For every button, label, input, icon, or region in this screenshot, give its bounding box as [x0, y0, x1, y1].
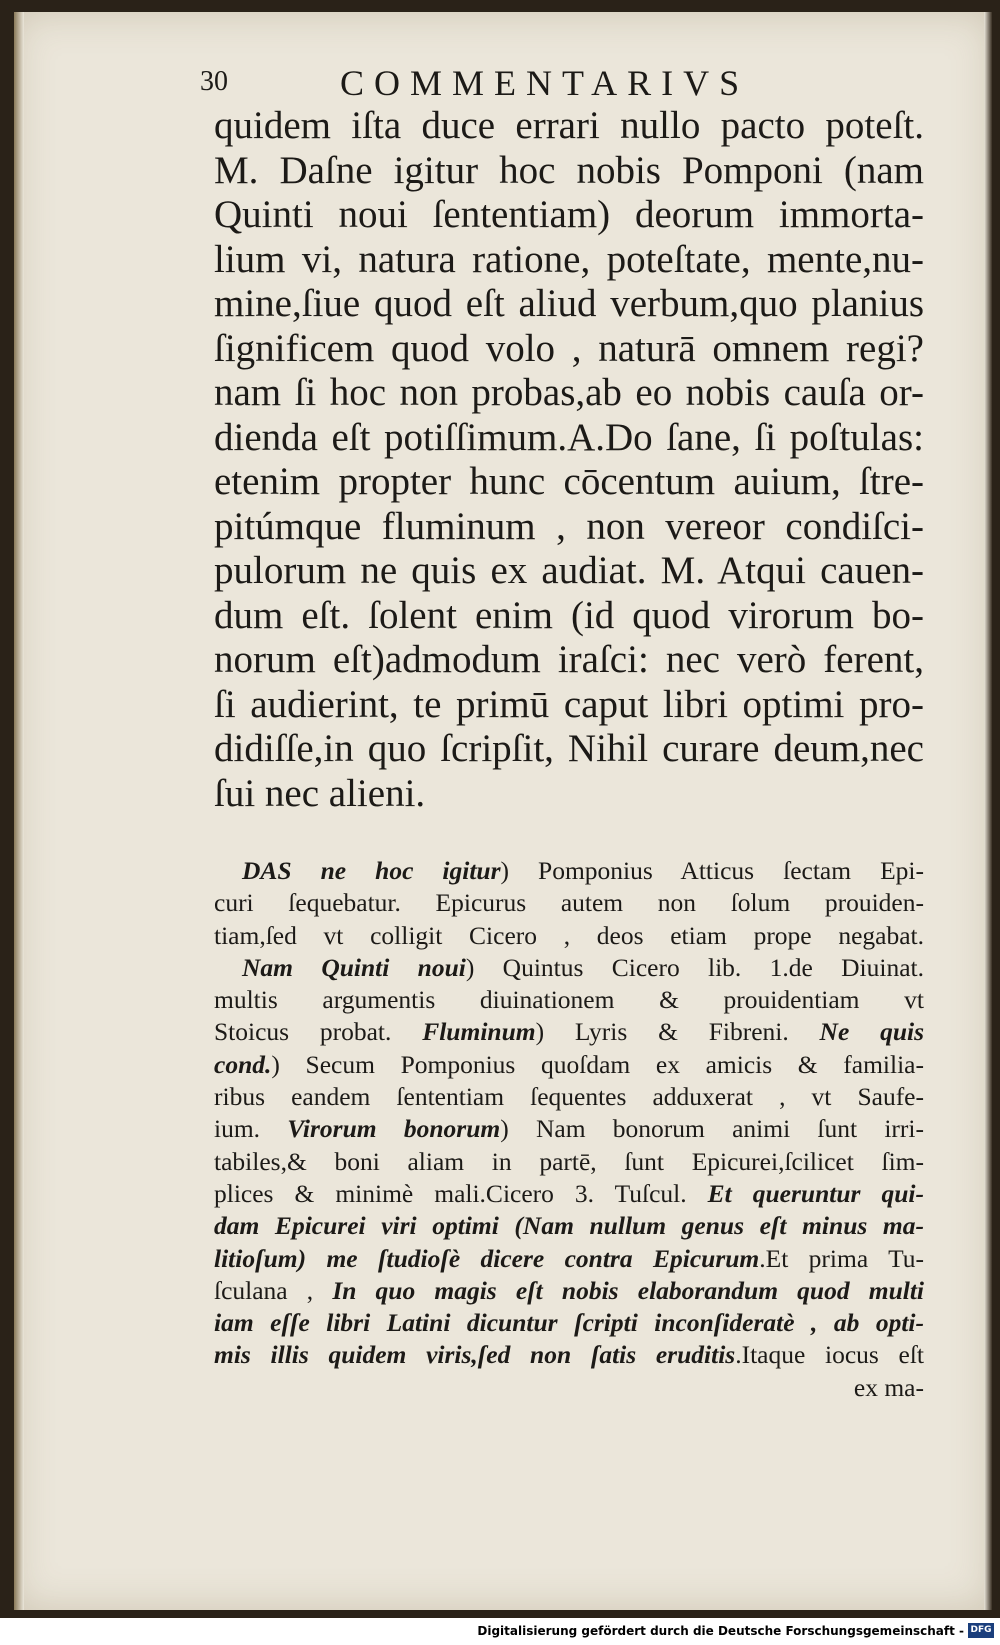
main-text-line: didiſſe,in quo ſcripſit, Nihil curare deum,nec	[214, 727, 924, 770]
main-text-line: ſi audierint, te primū caput libri optimi pro-	[214, 682, 924, 726]
commentary-line: Stoicus probat. Fluminum) Lyris & Fibreni. Ne quis	[214, 1017, 925, 1047]
page-binding-edge	[14, 12, 24, 1610]
commentary-line: dam Epicurei viri optimi (Nam nullum genus eſt minus ma-	[214, 1211, 924, 1241]
commentary-line: ſculana , In quo magis eſt nobis elaborandum quod multi	[214, 1275, 925, 1305]
dfg-logo: DFG	[968, 1623, 994, 1638]
page-header	[200, 54, 800, 104]
lemma: Fluminum	[422, 1017, 536, 1047]
page-number: 30	[200, 66, 228, 97]
main-text-block	[214, 104, 924, 816]
lemma: Nam Quinti noui	[242, 952, 466, 982]
commentary-line: litioſum) me ſtudioſè dicere contra Epicurum.Et prima Tu-	[214, 1243, 924, 1273]
commentary-line: plices & minimè mali.Cicero 3. Tuſcul. Et queruntur qui-	[214, 1178, 924, 1208]
funding-credit: Digitalisierung gefördert durch die Deutsche Forschungsgemeinschaft -	[477, 1624, 964, 1638]
quotation: mis illis quidem viris,ſed non ſatis eruditis	[214, 1340, 736, 1370]
main-text-line: nam ſi hoc non probas,ab eo nobis cauſa or-	[214, 371, 924, 414]
lemma: cond.	[214, 1049, 272, 1079]
main-text-line: mine,ſiue quod eſt aliud verbum,quo planius	[214, 282, 924, 325]
commentary-line: curi ſequebatur. Epicurus autem non ſolum prouiden-	[214, 888, 924, 918]
commentary-line: iam eſſe libri Latini dicuntur ſcripti inconſideratè , ab opti-	[214, 1308, 924, 1338]
catchword: ex ma-	[853, 1372, 924, 1402]
main-text-line: pulorum ne quis ex audiat. M. Atqui cauen-	[214, 549, 924, 592]
commentary-line: ribus eandem ſententiam ſequentes adduxerat , vt Saufe-	[214, 1082, 924, 1112]
quotation: In quo magis eſt nobis elaborandum quod multi	[332, 1275, 925, 1305]
main-text-line: ſui nec alieni.	[214, 771, 426, 815]
footer-bar	[0, 1618, 1000, 1645]
main-text-line: pitúmque fluminum , non vereor condiſci-	[214, 504, 924, 548]
main-text-line: M. Daſne igitur hoc nobis Pomponi (nam	[214, 148, 924, 192]
quotation: Et queruntur qui-	[707, 1178, 924, 1208]
commentary-block	[214, 855, 924, 1404]
main-text-line: lium vi, natura ratione, poteſtate, mente,nu-	[214, 237, 924, 281]
commentary-line: cond.) Secum Pomponius quoſdam ex amicis & familia-	[214, 1049, 924, 1079]
commentary-line: ium. Virorum bonorum) Nam bonorum animi ſunt irri-	[214, 1114, 924, 1144]
main-text-line: ſignificem quod volo , naturā omnem regi?	[214, 326, 924, 370]
commentary-line: multis argumentis diuinationem & prouidentiam vt	[214, 985, 924, 1015]
main-text-line: dum eſt. ſolent enim (id quod virorum bo-	[214, 593, 924, 637]
commentary-line: tiam,ſed vt colligit Cicero , deos etiam prope negabat.	[214, 920, 924, 950]
commentary-line: mis illis quidem viris,ſed non ſatis eruditis.Itaque iocus eſt	[214, 1340, 924, 1370]
main-text-line: dienda eſt potiſſimum.A.Do ſane, ſi poſtulas:	[214, 415, 924, 459]
main-text-line: quidem iſta duce errari nullo pacto poteſt.	[214, 104, 924, 147]
main-text-line: norum eſt)admodum iraſci: nec verò ferent,	[214, 638, 924, 681]
main-text-line: etenim propter hunc cōcentum auium, ſtre-	[214, 460, 924, 503]
commentary-line: tabiles,& boni aliam in partē, ſunt Epicurei,ſcilicet ſim-	[214, 1146, 924, 1176]
quotation: litioſum) me ſtudioſè dicere contra Epicurum	[214, 1243, 760, 1273]
lemma: DAS ne hoc igitur	[242, 856, 501, 885]
running-head: COMMENTARIVS	[340, 63, 750, 103]
commentary-line: Nam Quinti noui) Quintus Cicero lib. 1.de Diuinat.	[242, 952, 924, 982]
main-text-line: Quinti noui ſententiam) deorum immorta-	[214, 193, 924, 236]
page-fore-edge	[984, 12, 992, 1610]
lemma: Virorum bonorum	[287, 1114, 501, 1144]
lemma: Ne quis	[819, 1017, 925, 1047]
commentary-line: DAS ne hoc igitur) Pomponius Atticus ſectam Epi-	[242, 856, 924, 885]
